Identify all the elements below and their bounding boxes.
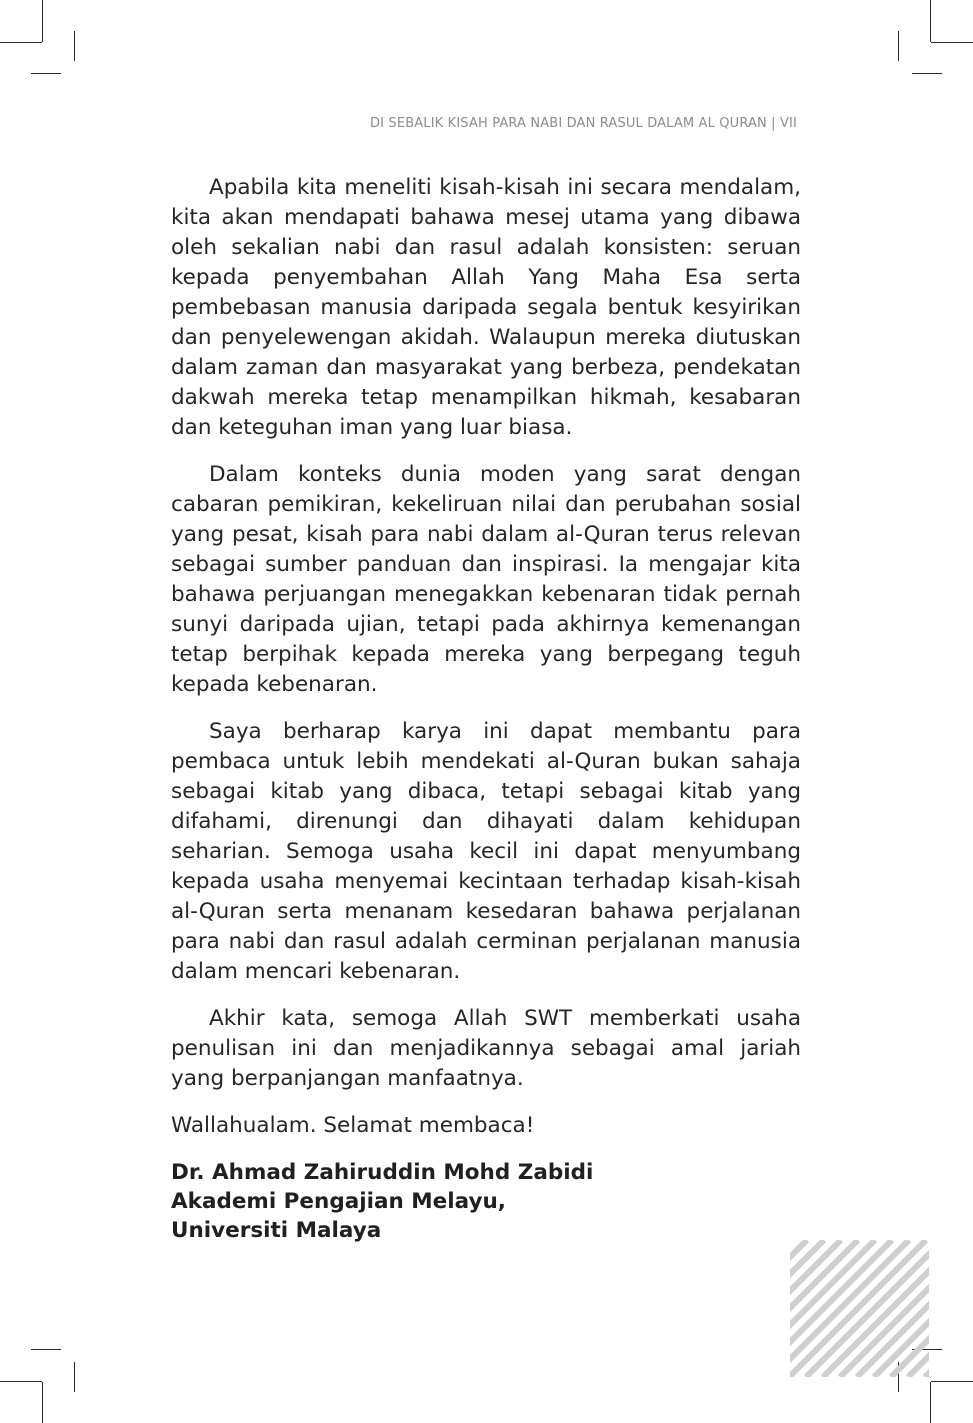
crop-mark-top-left-horizontal-inner [31,73,61,74]
crop-mark-bottom-left-horizontal-outer [0,1381,42,1382]
closing-line: Wallahualam. Selamat membaca! [171,1113,535,1138]
crop-mark-bottom-left-vertical-inner [74,1362,75,1392]
stripes-graphic [790,1240,929,1377]
running-header: DI SEBALIK KISAH PARA NABI DAN RASUL DALAM AL QURAN | VII [370,116,797,131]
page-body [171,173,801,1245]
crop-mark-bottom-left-horizontal-inner [31,1349,61,1350]
paragraph-4: Akhir kata, semoga Allah SWT memberkati usaha penulisan ini dan menjadikannya sebagai amal jariah yang berpanjangan manfaatnya. [171,1006,801,1091]
crop-mark-top-right-horizontal-inner [912,73,942,74]
crop-mark-top-left-horizontal-outer [0,42,42,43]
crop-mark-top-right-horizontal-outer [931,42,973,43]
signature-name: Dr. Ahmad Zahiruddin Mohd Zabidi [171,1160,594,1185]
signature-block [171,1158,801,1245]
paragraph-3: Saya berharap karya ini dapat membantu para pembaca untuk lebih mendekati al-Quran bukan sahaja sebagai kitab yang dibaca, tetapi sebagai kitab yang difahami, direnungi dan dihayati dalam kehidupan seharian. Semoga usaha kecil ini dapat menyumbang kepada usaha menyemai kecintaan terhadap kisah-kisah al-Quran serta menanam kesedaran bahawa perjalanan para nabi dan rasul adalah cerminan perjalanan manusia dalam mencari kebenaran. [171,719,801,984]
crop-mark-bottom-left-vertical-outer [42,1382,43,1423]
paragraph-2: Dalam konteks dunia moden yang sarat dengan cabaran pemikiran, kekeliruan nilai dan perubahan sosial yang pesat, kisah para nabi dalam al-Quran terus relevan sebagai sumber panduan dan inspirasi. Ia mengajar kita bahawa perjuangan menegakkan kebenaran tidak pernah sunyi daripada ujian, tetapi pada akhirnya kemenangan tetap berpihak kepada mereka yang berpegang teguh kepada kebenaran. [171,462,801,697]
paragraph-1: Apabila kita meneliti kisah-kisah ini secara mendalam, kita akan mendapati bahawa mesej utama yang dibawa oleh sekalian nabi dan rasul adalah konsisten: seruan kepada penyembahan Allah Yang Maha Esa serta pembebasan manusia daripada segala bentuk kesyirikan dan penyelewengan akidah. Walaupun mereka diutuskan dalam zaman dan masyarakat yang berbeza, pendekatan dakwah mereka tetap menampilkan hikmah, kesabaran dan keteguhan iman yang luar biasa. [171,175,801,440]
crop-mark-top-right-vertical-outer [930,0,931,42]
crop-mark-bottom-right-horizontal-outer [931,1381,973,1382]
signature-university: Universiti Malaya [171,1218,382,1243]
decorative-stripes [790,1240,929,1377]
signature-institution: Akademi Pengajian Melayu, [171,1189,506,1214]
crop-mark-top-left-vertical-outer [42,0,43,42]
crop-mark-bottom-right-vertical-outer [930,1382,931,1423]
crop-mark-top-right-vertical-inner [898,31,899,61]
crop-mark-top-left-vertical-inner [74,31,75,61]
